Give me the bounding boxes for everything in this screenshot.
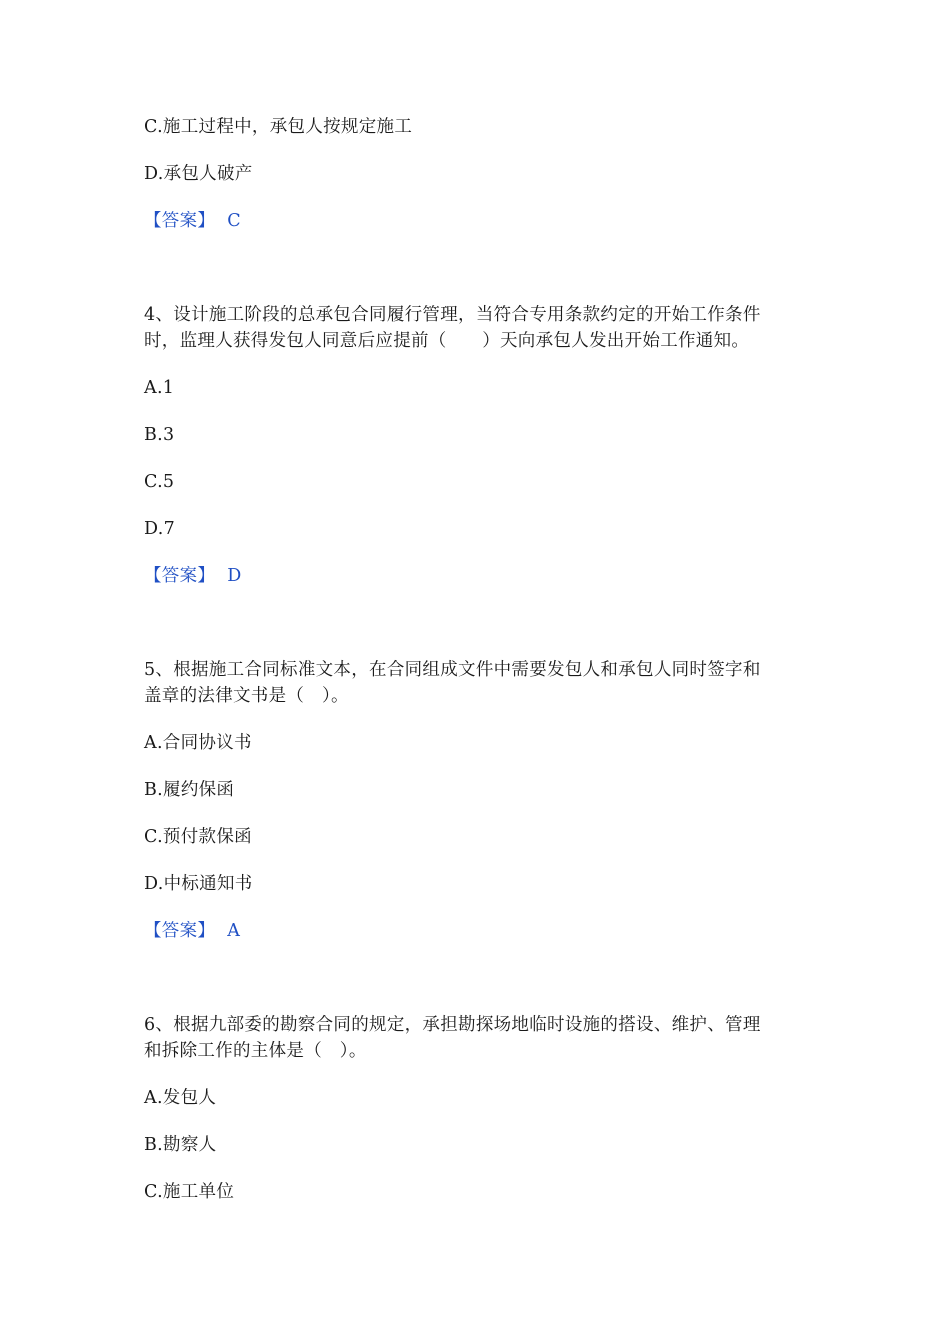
q5-stem-line1: 5、根据施工合同标准文本，在合同组成文件中需要发包人和承包人同时签字和 xyxy=(144,660,761,680)
q4-stem-line2: 时，监理人获得发包人同意后应提前（ ）天向承包人发出开始工作通知。 xyxy=(144,331,750,351)
q4-option-b: B.3 xyxy=(144,425,175,445)
q5-answer-label: 【答案】 xyxy=(144,921,216,941)
q5-answer-value: A xyxy=(227,921,241,941)
q3-option-d: D.承包人破产 xyxy=(144,164,253,184)
q4-answer-value: D xyxy=(227,566,242,586)
q5-stem-line2: 盖章的法律文书是（ ）。 xyxy=(144,686,349,706)
q3-option-c: C.施工过程中，承包人按规定施工 xyxy=(144,117,413,137)
q6-stem-line1: 6、根据九部委的勘察合同的规定，承担勘探场地临时设施的搭设、维护、管理 xyxy=(144,1015,761,1035)
q3-answer xyxy=(144,210,241,232)
q3-answer-value: C xyxy=(227,211,241,231)
q6-stem-line2: 和拆除工作的主体是（ ）。 xyxy=(144,1041,367,1061)
q3-answer-label: 【答案】 xyxy=(144,211,216,231)
q4-option-a: A.1 xyxy=(144,378,175,398)
q5-option-d: D.中标通知书 xyxy=(144,874,253,894)
q4-option-c: C.5 xyxy=(144,472,175,492)
q5-answer xyxy=(144,920,240,942)
q6-option-a: A.发包人 xyxy=(144,1088,217,1108)
q4-answer xyxy=(144,565,242,587)
q5-option-b: B.履约保函 xyxy=(144,780,235,800)
q4-option-d: D.7 xyxy=(144,519,176,539)
q5-option-c: C.预付款保函 xyxy=(144,827,252,847)
q4-answer-label: 【答案】 xyxy=(144,566,216,586)
q6-option-c: C.施工单位 xyxy=(144,1182,235,1202)
q6-option-b: B.勘察人 xyxy=(144,1135,217,1155)
q5-option-a: A.合同协议书 xyxy=(144,733,252,753)
q4-stem-line1: 4、设计施工阶段的总承包合同履行管理，当符合专用条款约定的开始工作条件 xyxy=(144,305,761,325)
